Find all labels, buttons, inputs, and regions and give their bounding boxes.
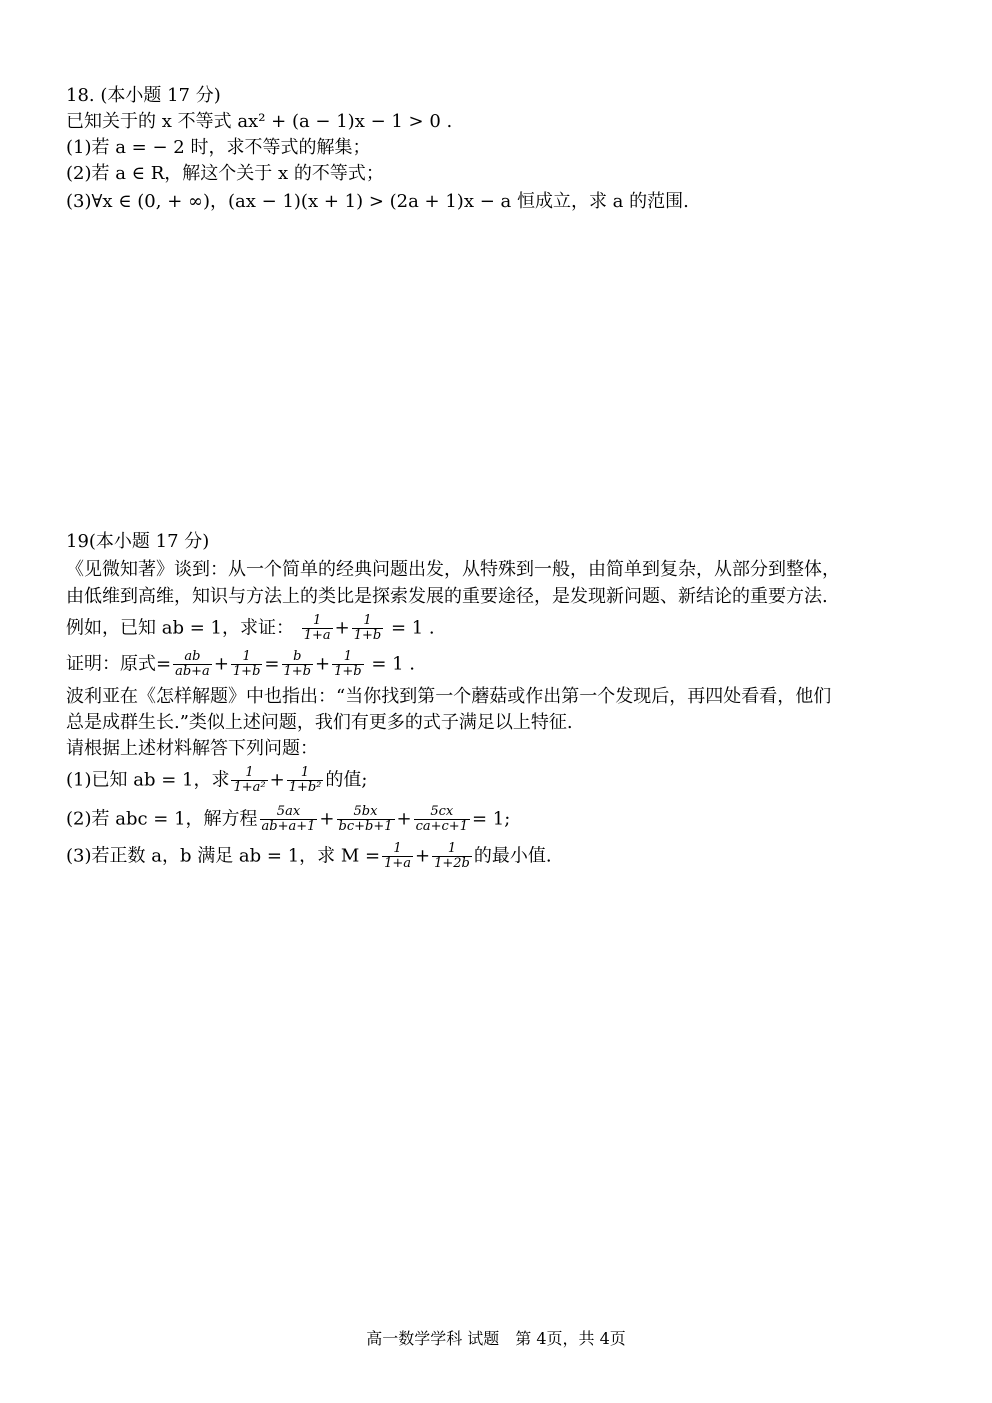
q19-polya-line1: 波利亚在《怎样解题》中也指出：“当你找到第一个蘑菇或作出第一个发现后，再四处看看，他们 (66, 686, 832, 707)
q18-part2: (2)若 a ∈ R，解这个关于 x 的不等式； (66, 163, 384, 184)
q19-part2: (2)若 abc = 1，解方程 $\frac{5ax}{ab+a+1}$ + $\frac{5bx}{bc+b+1}$ + $\frac{5cx}{ca+c+1}$ = 1; (66, 804, 511, 834)
q19-part3: (3)若正数 a，b 满足 ab = 1，求 M = $\frac{1}{1+a}$ + $\frac{1}{1+2b}$ 的最小值. (66, 841, 552, 871)
q18-part3: (3)∀x ∈ (0, + ∞)，(ax − 1)(x + 1) > (2a + 1)x − a 恒成立，求 a 的范围. (66, 191, 689, 212)
fraction: $\frac{1}{1+2b}$ (434, 841, 470, 871)
q18-part1: (1)若 a = − 2 时，求不等式的解集； (66, 137, 371, 158)
q18-header: 18. (本小题 17 分) (66, 85, 221, 106)
fraction: $\frac{5cx}{ca+c+1}$ (415, 804, 468, 834)
fraction: $\frac{1}{1+b}$ (334, 649, 362, 679)
q19-header: 19(本小题 17 分) (66, 531, 210, 552)
proof-suffix: = 1 . (371, 653, 416, 675)
fraction: $\frac{1}{\text{1+b²}}$ (288, 765, 322, 795)
fraction: $\frac{1}{1+b}$ (232, 649, 261, 679)
fraction: $\frac{5bx}{bc+b+1}$ (338, 804, 393, 834)
fraction: $\frac{b}{1+b}$ (283, 649, 311, 679)
fraction: $\frac{1}{1+a}$ (384, 841, 412, 871)
q19-part1: (1)已知 ab = 1，求 $\frac{1}{\text{1+a²}}$ + $\frac{1}{\text{1+b²}}$ 的值; (66, 765, 368, 795)
fraction: $\frac{5ax}{ab+a+1}$ (261, 804, 316, 834)
q18-stem: 已知关于的 x 不等式 ax² + (a − 1)x − 1 > 0 . (66, 111, 453, 132)
fraction: $\frac{ab}{ab+a}$ (175, 649, 210, 679)
q19-intro-line2: 由低维到高维，知识与方法上的类比是探索发展的重要途径，是发现新问题、新结论的重要方法. (66, 586, 828, 607)
fraction: $\frac{1}{\text{1+a²}}$ (233, 765, 266, 795)
proof-prefix: 证明：原式= (66, 653, 172, 675)
page-footer: 高一数学学科 试题 第 4页，共 4页 (366, 1329, 626, 1348)
q19-intro-line1: 《见微知著》谈到：从一个简单的经典问题出发，从特殊到一般，由简单到复杂，从部分到整体， (66, 559, 840, 580)
q19-proof: 证明：原式= $\frac{ab}{ab+a}$ + $\frac{1}{1+b}$ = $\frac{b}{1+b}$ + $\frac{1}{1+b}$ = 1 . (66, 649, 416, 679)
q19-example: 例如，已知 ab = 1，求证： $\frac{1}{1+a}$ + $\frac{1}{1+b}$ = 1 . (66, 613, 435, 643)
q19-instruction: 请根据上述材料解答下列问题： (66, 738, 318, 759)
q19-polya-line2: 总是成群生长.”类似上述问题，我们有更多的式子满足以上特征. (66, 712, 573, 733)
fraction: $\frac{1}{1+b}$ (353, 613, 382, 643)
example-suffix: = 1 . (390, 617, 435, 639)
fraction: $\frac{1}{1+a}$ (303, 613, 331, 643)
example-prefix: 例如，已知 ab = 1，求证： (66, 617, 294, 639)
